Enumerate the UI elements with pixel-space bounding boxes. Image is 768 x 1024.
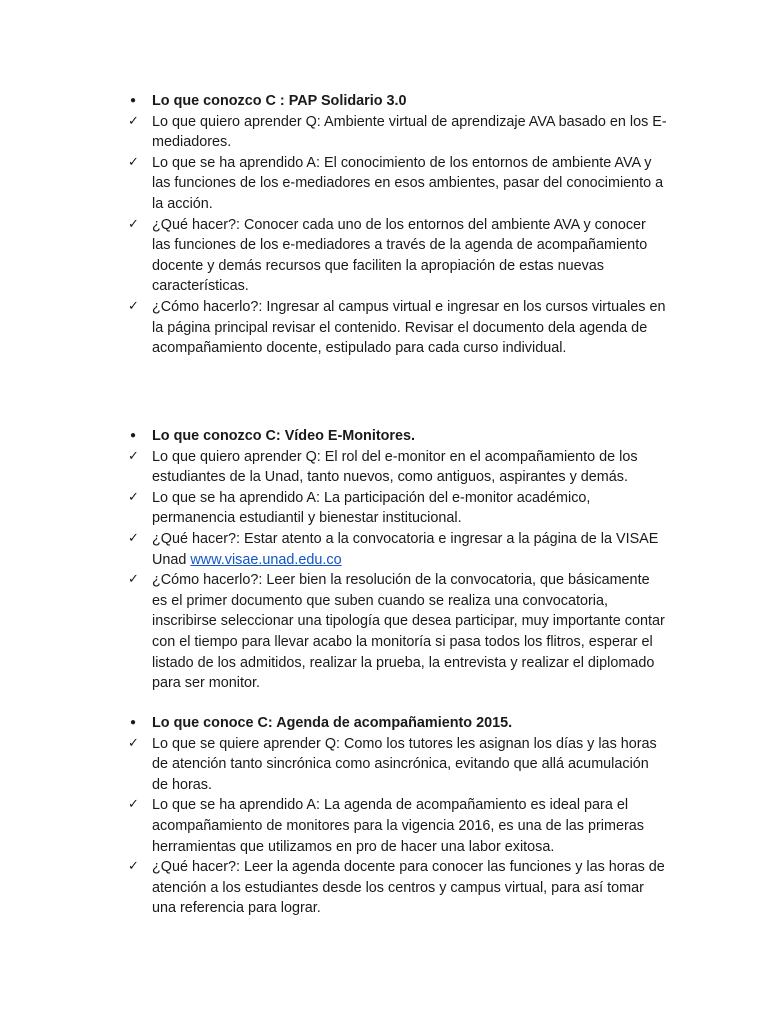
checkmark-icon: ✓ [128, 216, 139, 232]
bullet-icon: ● [130, 430, 137, 441]
list-item [128, 570, 668, 694]
item-text: Lo que se quiere aprender Q: Como los tutores les asignan los días y las horas de atención tanto sincrónica como asincrónica, evitando que allá acumulación de horas. [152, 735, 657, 793]
list-item [128, 112, 668, 153]
item-text: ¿Cómo hacerlo?: Ingresar al campus virtual e ingresar en los cursos virtuales en la página principal revisar el contenido. Revisar el documento dela agenda de acompañamiento docente, estipulado para cada curso individual. [152, 298, 666, 357]
section-video-e-monitores [128, 426, 668, 694]
checkmark-icon: ✓ [128, 572, 139, 588]
heading-text: Lo que conoce C: Agenda de acompañamiento 2015. [152, 715, 513, 731]
item-text: Lo que se ha aprendido A: La participación del e-monitor académico, permanencia estudiantil y bienestar institucional. [152, 489, 591, 527]
checkmark-icon: ✓ [128, 298, 139, 314]
item-text: Lo que se ha aprendido A: La agenda de acompañamiento es ideal para el acompañamiento de monitores para la vigencia 2016, es una de las primeras herramientas que utilizamos en pro de hacer una labor exitosa. [152, 797, 644, 855]
checkmark-icon: ✓ [128, 797, 139, 813]
list-item [128, 215, 668, 297]
heading-text: Lo que conozco C : PAP Solidario 3.0 [152, 93, 407, 109]
item-text: ¿Qué hacer?: Conocer cada uno de los entornos del ambiente AVA y conocer las funciones de los e-mediadores a través de la agenda de acompañamiento docente y demás recursos que faciliten la apropiación de estas nuevas características. [152, 216, 648, 295]
bullet-icon: ● [130, 95, 137, 106]
item-text: ¿Cómo hacerlo?: Leer bien la resolución de la convocatoria, que básicamente es el primer documento que suben cuando se realiza una convocatoria, inscribirse seleccionar una tipología que desea participar, muy importante contar con el tiempo para llevar acabo la monitoría si pasa todos los flitros, esperar el listado de los admitidos, realizar la prueba, la entrevista y realizar el diplomado para ser monitor. [152, 572, 665, 692]
checkmark-icon: ✓ [128, 154, 139, 170]
section-pap-solidario [128, 91, 668, 359]
checkmark-icon: ✓ [128, 735, 139, 751]
section-heading [128, 713, 668, 734]
checkmark-icon: ✓ [128, 859, 139, 875]
section-heading [128, 91, 668, 112]
list-item [128, 297, 668, 359]
visae-link[interactable]: www.visae.unad.edu.co [190, 551, 342, 568]
list-item [128, 447, 668, 488]
checkmark-icon: ✓ [128, 113, 139, 129]
item-text: ¿Qué hacer?: Leer la agenda docente para conocer las funciones y las horas de atención a los estudiantes desde los centros y campus virtual, para así tomar una referencia para lograr. [152, 859, 665, 917]
list-item [128, 529, 668, 570]
list-item [128, 857, 668, 919]
heading-text: Lo que conozco C: Vídeo E-Monitores. [152, 428, 416, 444]
item-text: Lo que se ha aprendido A: El conocimiento de los entornos de ambiente AVA y las funciones de los e-mediadores en esos ambientes, pasar del conocimiento a la acción. [152, 154, 664, 212]
section-agenda-acompanamiento [128, 713, 668, 919]
checkmark-icon: ✓ [128, 489, 139, 505]
list-item [128, 795, 668, 857]
checkmark-icon: ✓ [128, 530, 139, 546]
section-heading [128, 426, 668, 447]
list-item [128, 153, 668, 215]
list-item [128, 488, 668, 529]
checkmark-icon: ✓ [128, 448, 139, 464]
item-text: Lo que quiero aprender Q: El rol del e-monitor en el acompañamiento de los estudiantes de la Unad, tanto nuevos, como antiguos, aspirantes y demás. [152, 448, 638, 486]
bullet-icon: ● [130, 717, 137, 728]
list-item [128, 734, 668, 796]
item-text: Lo que quiero aprender Q: Ambiente virtual de aprendizaje AVA basado en los E-mediadores. [152, 113, 667, 151]
item-text: ¿Qué hacer?: Estar atento a la convocatoria e ingresar a la página de la VISAE Unad [152, 530, 659, 568]
